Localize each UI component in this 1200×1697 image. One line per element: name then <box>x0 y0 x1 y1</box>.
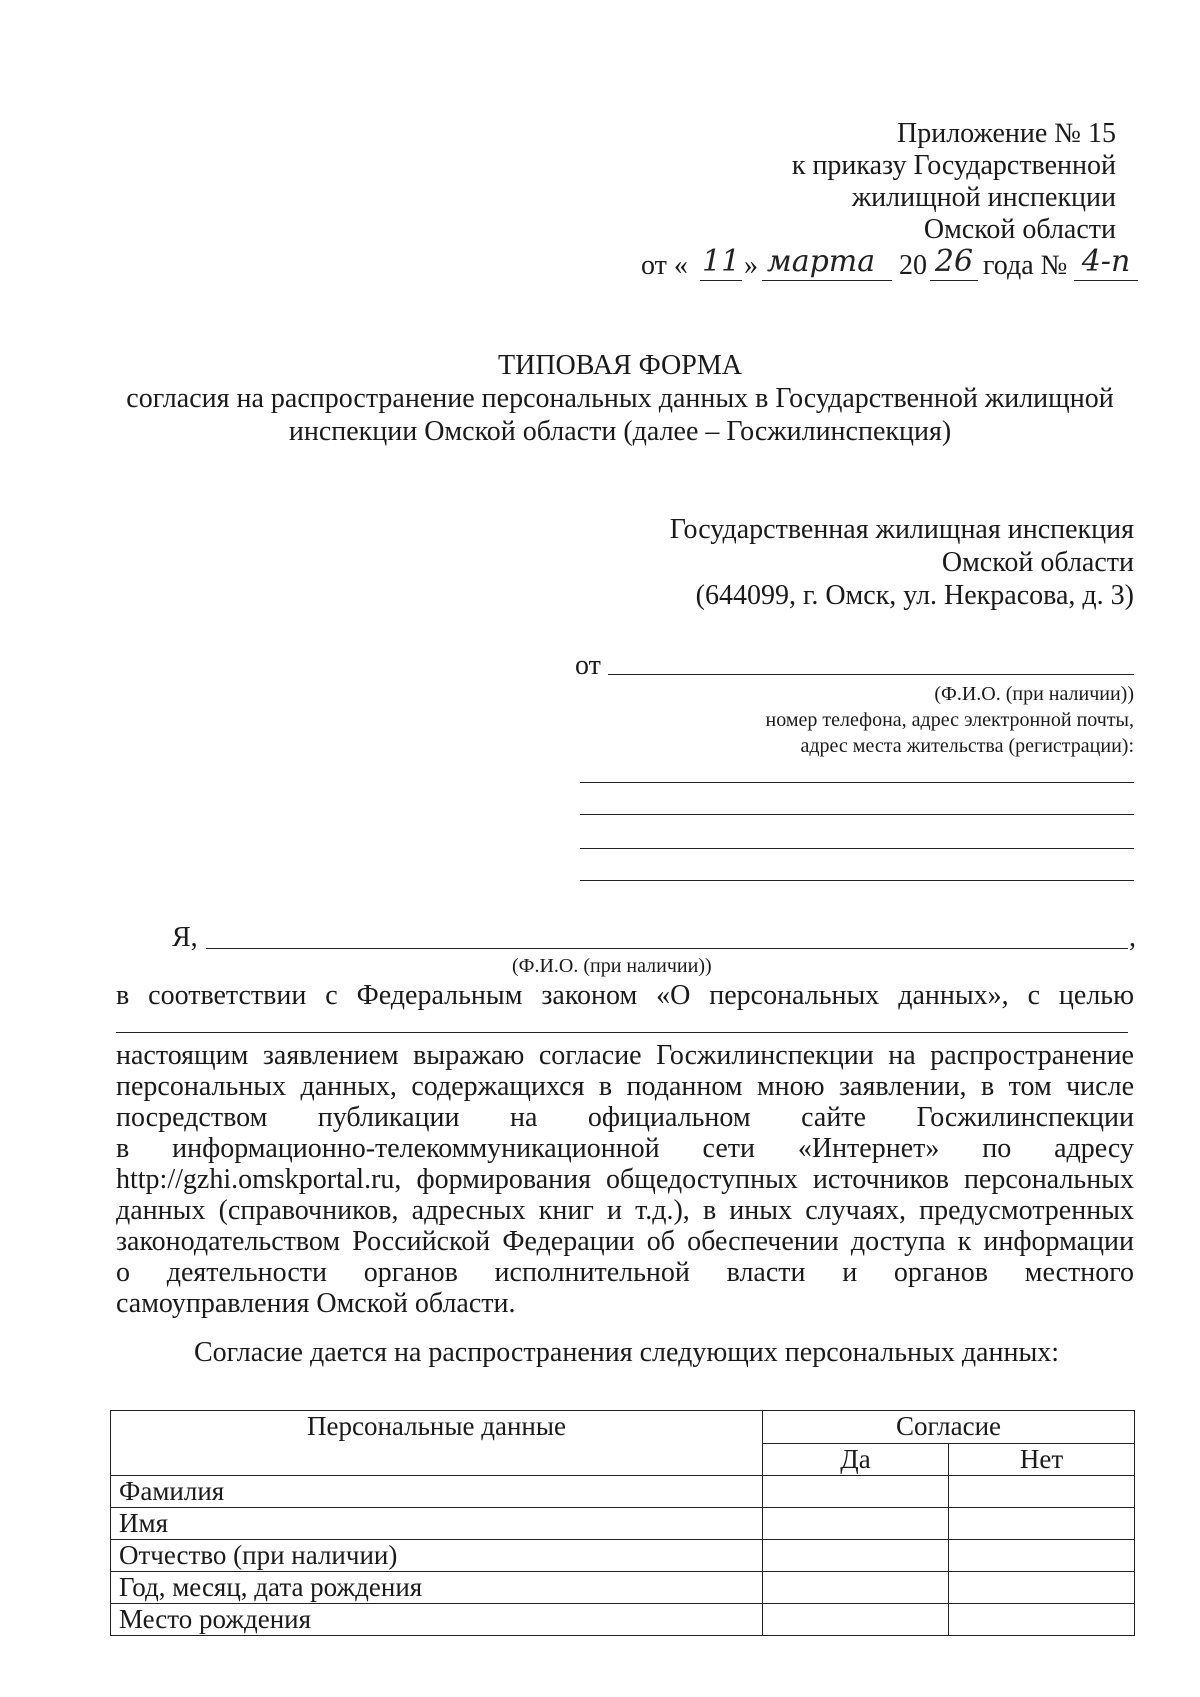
table-row <box>111 1476 1135 1508</box>
yes-cell[interactable] <box>763 1476 949 1508</box>
declarant-fio-hint: (Ф.И.О. (при наличии)) <box>512 955 712 977</box>
consent-paragraph-line: данных (справочников, адресных книг и т.д.), в иных случаях, предусмотренных <box>116 1195 1134 1226</box>
declarant-label: Я, <box>172 922 198 953</box>
no-cell[interactable] <box>949 1604 1135 1636</box>
appendix-region-line: Омской области <box>923 214 1116 245</box>
contact-input-line[interactable] <box>580 848 1134 849</box>
order-number-handwritten: 4-п <box>1081 244 1131 279</box>
no-cell[interactable] <box>949 1508 1135 1540</box>
header-personal-data: Персональные данные <box>111 1411 763 1476</box>
date-prefix: от « <box>641 250 688 281</box>
no-cell[interactable] <box>949 1476 1135 1508</box>
consent-intro: Согласие дается на распространения следующих персональных данных: <box>194 1337 1060 1368</box>
consent-paragraph-line: о деятельности органов исполнительной власти и органов местного <box>116 1257 1134 1288</box>
contact-input-line[interactable] <box>580 782 1134 783</box>
purpose-line: в соответствии с Федеральным законом «О персональных данных», с целью <box>116 980 1134 1011</box>
appendix-number: Приложение № 15 <box>897 118 1116 149</box>
row-label: Год, месяц, дата рождения <box>111 1572 763 1604</box>
table-row <box>111 1604 1135 1636</box>
date-year-handwritten: 26 <box>934 244 974 279</box>
from-fio-input-line[interactable] <box>608 674 1134 675</box>
appendix-order-line: к приказу Государственной <box>791 150 1116 181</box>
contact-hint-line1: номер телефона, адрес электронной почты, <box>765 709 1134 731</box>
row-label: Отчество (при наличии) <box>111 1540 763 1572</box>
consent-paragraph-line: законодательством Российской Федерации об обеспечении доступа к информации <box>116 1226 1134 1257</box>
addressee-line1: Государственная жилищная инспекция <box>669 514 1134 545</box>
form-subtitle-line2: инспекции Омской области (далее – Госжилинспекция) <box>288 416 952 447</box>
purpose-input-line[interactable] <box>116 1032 1128 1033</box>
header-yes: Да <box>763 1443 949 1476</box>
declarant-fio-input-line[interactable] <box>206 948 1128 949</box>
header-consent: Согласие <box>763 1411 1135 1444</box>
date-day-handwritten: 11 <box>702 244 741 279</box>
contact-hint-line2: адрес места жительства (регистрации): <box>800 735 1134 757</box>
contact-input-line[interactable] <box>580 880 1134 881</box>
form-title: ТИПОВАЯ ФОРМА <box>498 350 742 381</box>
yes-cell[interactable] <box>763 1604 949 1636</box>
from-label: от <box>575 650 601 681</box>
consent-paragraph-line: персональных данных, содержащихся в поданном мною заявлении, в том числе <box>116 1071 1134 1102</box>
consent-paragraph-line: посредством публикации на официальном сайте Госжилинспекции <box>116 1102 1134 1133</box>
row-label: Место рождения <box>111 1604 763 1636</box>
no-cell[interactable] <box>949 1572 1135 1604</box>
consent-paragraph-line: в информационно-телекоммуникационной сети «Интернет» по адресу <box>116 1133 1134 1164</box>
order-number-label: года № <box>983 250 1068 281</box>
consent-paragraph-line: настоящим заявлением выражаю согласие Госжилинспекции на распространение <box>116 1040 1134 1071</box>
consent-paragraph-last-line: самоуправления Омской области. <box>116 1288 516 1319</box>
consent-paragraph-line: http://gzhi.omskportal.ru, формирования общедоступных источников персональных <box>116 1164 1134 1195</box>
personal-data-table <box>110 1410 1135 1636</box>
appendix-inspection-line: жилищной инспекции <box>851 182 1116 213</box>
from-fio-hint: (Ф.И.О. (при наличии)) <box>934 683 1134 705</box>
no-cell[interactable] <box>949 1540 1135 1572</box>
yes-cell[interactable] <box>763 1540 949 1572</box>
addressee-line2: Омской области <box>941 547 1134 578</box>
date-close-quote: » <box>744 250 758 281</box>
addressee-line3: (644099, г. Омск, ул. Некрасова, д. 3) <box>695 580 1134 611</box>
header-no: Нет <box>949 1443 1135 1476</box>
yes-cell[interactable] <box>763 1508 949 1540</box>
row-label: Фамилия <box>111 1476 763 1508</box>
table-row <box>111 1540 1135 1572</box>
contact-input-line[interactable] <box>580 814 1134 815</box>
date-month-handwritten: марта <box>766 244 876 279</box>
table-row <box>111 1508 1135 1540</box>
declarant-comma: , <box>1129 922 1136 953</box>
table-row <box>111 1572 1135 1604</box>
date-year-prefix: 20 <box>899 250 927 281</box>
form-subtitle-line1: согласия на распространение персональных данных в Государственной жилищной <box>126 383 1114 414</box>
yes-cell[interactable] <box>763 1572 949 1604</box>
row-label: Имя <box>111 1508 763 1540</box>
